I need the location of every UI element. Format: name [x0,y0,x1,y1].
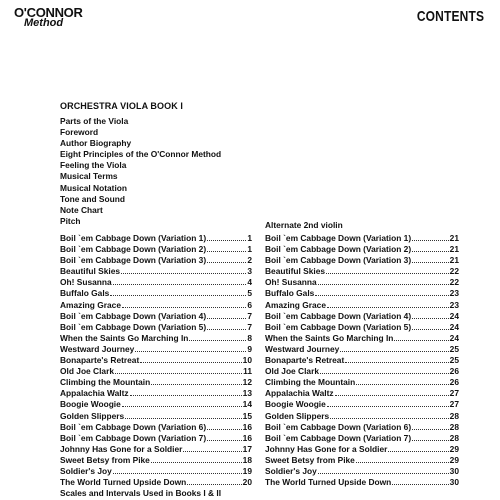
left-contents-column [60,233,252,488]
dot-leader [151,462,242,463]
front-matter-item: Musical Terms [60,171,118,182]
toc-entry [60,422,252,433]
toc-entry-title: Boil `em Cabbage Down (Variation 7) [265,432,412,443]
dot-leader [412,329,449,330]
toc-entry-page: 3 [247,266,252,277]
toc-entry [265,388,459,399]
dot-leader [122,406,242,407]
toc-entry-title: Golden Slippers [60,410,125,421]
toc-entry-title: Boil `em Cabbage Down (Variation 7) [60,432,207,443]
right-column-heading: Alternate 2nd violin [265,220,343,230]
toc-entry [265,244,459,255]
dot-leader [207,318,246,319]
toc-entry-page: 7 [247,310,252,321]
toc-entry [265,333,459,344]
toc-entry-title: Johnny Has Gone for a Soldier [60,443,183,454]
toc-entry-page: 28 [449,432,459,443]
toc-entry [265,355,459,366]
toc-entry-title: When the Saints Go Marching In [265,332,394,343]
toc-entry-title: Oh! Susanna [60,277,112,288]
toc-entry-title: Boil `em Cabbage Down (Variation 2) [265,244,412,255]
toc-entry [265,466,459,477]
toc-entry [60,300,252,311]
toc-entry-title: Johnny Has Gone for a Soldier [265,443,388,454]
dot-leader [189,340,246,341]
dot-leader [318,473,449,474]
dot-leader [318,284,449,285]
dot-leader [113,284,247,285]
toc-entry-page: 18 [242,454,252,465]
toc-entry-title: Boil `em Cabbage Down (Variation 3) [60,255,207,266]
toc-entry-title: Soldier's Joy [60,465,112,476]
toc-entry [265,455,459,466]
dot-leader [122,307,246,308]
toc-entry-title: Boil `em Cabbage Down (Variation 1) [60,233,207,243]
toc-entry [265,322,459,333]
dot-leader [330,418,448,419]
toc-entry-title: Boil `em Cabbage Down (Variation 3) [265,255,412,266]
toc-entry [265,288,459,299]
toc-entry [265,255,459,266]
front-matter-item: Eight Principles of the O'Connor Method [60,149,222,160]
toc-entry [265,300,459,311]
toc-entry-page: 13 [242,388,252,399]
dot-leader [110,295,246,296]
right-contents-column [265,233,459,488]
toc-entry [60,277,252,288]
toc-entry [60,344,252,355]
toc-entry-title: Old Joe Clark [60,366,114,377]
dot-leader [113,473,242,474]
toc-entry-title: Boil `em Cabbage Down (Variation 4) [265,310,412,321]
dot-leader [412,262,449,263]
toc-entry-title: Sweet Betsy from Pike [265,454,355,465]
brand-line-2: Method [24,17,64,29]
toc-entry-title: When the Saints Go Marching In [60,332,189,343]
toc-entry-page: 27 [449,388,459,399]
dot-leader [335,395,449,396]
toc-entry [60,255,252,266]
page-title: CONTENTS [416,8,484,25]
front-matter-item: Author Biography [60,138,132,149]
toc-entry-page: 27 [449,399,459,410]
toc-entry-page: 30 [449,477,459,488]
dot-leader [345,362,448,363]
toc-entry-page: 28 [449,421,459,432]
toc-entry-page: 6 [247,299,252,310]
front-matter-item: Feeling the Viola [60,160,127,171]
front-matter-item: Musical Notation [60,182,128,193]
toc-entry-title: Appalachia Waltz [265,388,334,399]
toc-entry-page: 2 [247,255,252,266]
toc-entry [60,244,252,255]
dot-leader [388,451,448,452]
toc-entry-title: Beautiful Skies [60,266,121,277]
toc-entry-page: 19 [242,465,252,476]
toc-entry [60,311,252,322]
dot-leader [207,251,246,252]
toc-entry [60,322,252,333]
dot-leader [412,429,449,430]
toc-entry [60,477,252,488]
toc-entry-page: 29 [449,443,459,454]
toc-entry [265,422,459,433]
toc-entry [60,288,252,299]
brand-line-1: O'CONNOR [14,5,83,20]
toc-entry-page: 14 [242,399,252,410]
dot-leader [151,384,241,385]
toc-entry [60,377,252,388]
toc-entry-title: Climbing the Mountain [60,377,151,388]
dot-leader [412,251,449,252]
toc-entry [265,477,459,488]
book-title: ORCHESTRA VIOLA BOOK I [60,101,184,111]
brand-logo [14,6,83,29]
dot-leader [183,451,241,452]
dot-leader [207,240,246,241]
toc-entry [60,366,252,377]
toc-entry-page: 22 [449,266,459,277]
toc-entry-page: 15 [242,410,252,421]
toc-entry-title: Soldier's Joy [265,465,317,476]
toc-entry-title: Boogie Woogie [60,399,121,410]
toc-entry-page: 25 [449,343,459,354]
toc-entry-page: 23 [449,288,459,299]
dot-leader [412,440,449,441]
toc-entry-page: 21 [449,244,459,255]
toc-entry-page: 21 [449,233,459,243]
toc-entry [60,333,252,344]
toc-entry [60,444,252,455]
toc-entry-title: The World Turned Upside Down [265,477,392,488]
dot-leader [121,273,246,274]
toc-entry [60,399,252,410]
footer-entry: Scales and Intervals Used in Books I & II [60,488,222,498]
front-matter-item: Pitch [60,215,81,226]
toc-entry-title: Bonaparte's Retreat [60,355,140,366]
dot-leader [326,273,449,274]
toc-entry-title: Oh! Susanna [265,277,317,288]
dot-leader [125,418,241,419]
dot-leader [207,440,242,441]
toc-entry [265,377,459,388]
toc-entry-title: Golden Slippers [265,410,330,421]
dot-leader [340,351,448,352]
toc-entry-page: 22 [449,277,459,288]
toc-entry [265,266,459,277]
toc-entry-title: Boil `em Cabbage Down (Variation 5) [265,321,412,332]
toc-entry-page: 28 [449,410,459,421]
dot-leader [135,351,246,352]
toc-entry [60,466,252,477]
dot-leader [320,373,449,374]
toc-entry-page: 8 [247,332,252,343]
toc-entry [60,455,252,466]
toc-entry-page: 29 [449,454,459,465]
toc-entry [265,233,459,244]
toc-entry-page: 26 [449,366,459,377]
dot-leader [356,384,448,385]
toc-entry-page: 4 [247,277,252,288]
toc-entry-title: Westward Journey [60,343,135,354]
toc-entry-page: 24 [449,332,459,343]
toc-entry [60,355,252,366]
toc-entry [265,399,459,410]
dot-leader [207,429,242,430]
toc-entry-page: 10 [242,355,252,366]
toc-entry-title: Buffalo Gals [60,288,110,299]
toc-entry-page: 7 [247,321,252,332]
toc-entry [265,444,459,455]
dot-leader [356,462,449,463]
front-matter-item: Note Chart [60,204,103,215]
toc-entry-title: Boil `em Cabbage Down (Variation 6) [265,421,412,432]
dot-leader [115,373,242,374]
toc-entry [265,277,459,288]
toc-entry-title: Boil `em Cabbage Down (Variation 4) [60,310,207,321]
toc-entry-page: 17 [242,443,252,454]
dot-leader [327,406,449,407]
toc-entry [60,411,252,422]
toc-entry-page: 12 [242,377,252,388]
toc-entry-page: 23 [449,299,459,310]
dot-leader [327,307,449,308]
toc-entry-title: Buffalo Gals [265,288,315,299]
toc-entry-title: Boil `em Cabbage Down (Variation 1) [265,233,412,243]
toc-entry-page: 9 [247,343,252,354]
dot-leader [315,295,448,296]
toc-entry-title: Beautiful Skies [265,266,326,277]
toc-entry-page: 1 [247,233,252,243]
toc-entry-page: 20 [242,477,252,488]
dot-leader [394,340,448,341]
dot-leader [207,329,246,330]
dot-leader [412,318,449,319]
toc-entry-page: 24 [449,321,459,332]
toc-entry-page: 26 [449,377,459,388]
toc-entry [265,366,459,377]
toc-entry-title: Boil `em Cabbage Down (Variation 2) [60,244,207,255]
front-matter-item: Foreword [60,127,99,138]
toc-entry [265,311,459,322]
toc-entry-title: Boogie Woogie [265,399,326,410]
front-matter-item: Tone and Sound [60,193,125,204]
toc-entry-title: The World Turned Upside Down [60,477,187,488]
toc-entry [265,433,459,444]
dot-leader [130,395,242,396]
dot-leader [140,362,241,363]
toc-entry-title: Amazing Grace [265,299,326,310]
toc-entry-page: 24 [449,310,459,321]
toc-entry [265,344,459,355]
toc-entry-page: 30 [449,465,459,476]
toc-entry-page: 16 [242,432,252,443]
dot-leader [187,484,241,485]
toc-entry-page: 11 [243,366,252,377]
toc-entry-page: 16 [242,421,252,432]
toc-entry-title: Amazing Grace [60,299,121,310]
toc-entry-title: Sweet Betsy from Pike [60,454,150,465]
toc-entry [265,411,459,422]
toc-entry-page: 1 [247,244,252,255]
toc-entry-page: 21 [449,255,459,266]
dot-leader [392,484,448,485]
toc-entry [60,233,252,244]
front-matter-list [60,116,221,227]
dot-leader [412,240,449,241]
toc-entry-title: Bonaparte's Retreat [265,355,345,366]
toc-entry-page: 25 [449,355,459,366]
toc-entry-title: Climbing the Mountain [265,377,356,388]
front-matter-item: Parts of the Viola [60,116,129,126]
toc-entry [60,388,252,399]
toc-entry [60,433,252,444]
toc-entry-title: Westward Journey [265,343,340,354]
toc-entry [60,266,252,277]
toc-entry-page: 5 [247,288,252,299]
toc-entry-title: Old Joe Clark [265,366,319,377]
dot-leader [207,262,246,263]
toc-entry-title: Boil `em Cabbage Down (Variation 5) [60,321,207,332]
toc-entry-title: Appalachia Waltz [60,388,129,399]
toc-entry-title: Boil `em Cabbage Down (Variation 6) [60,421,207,432]
